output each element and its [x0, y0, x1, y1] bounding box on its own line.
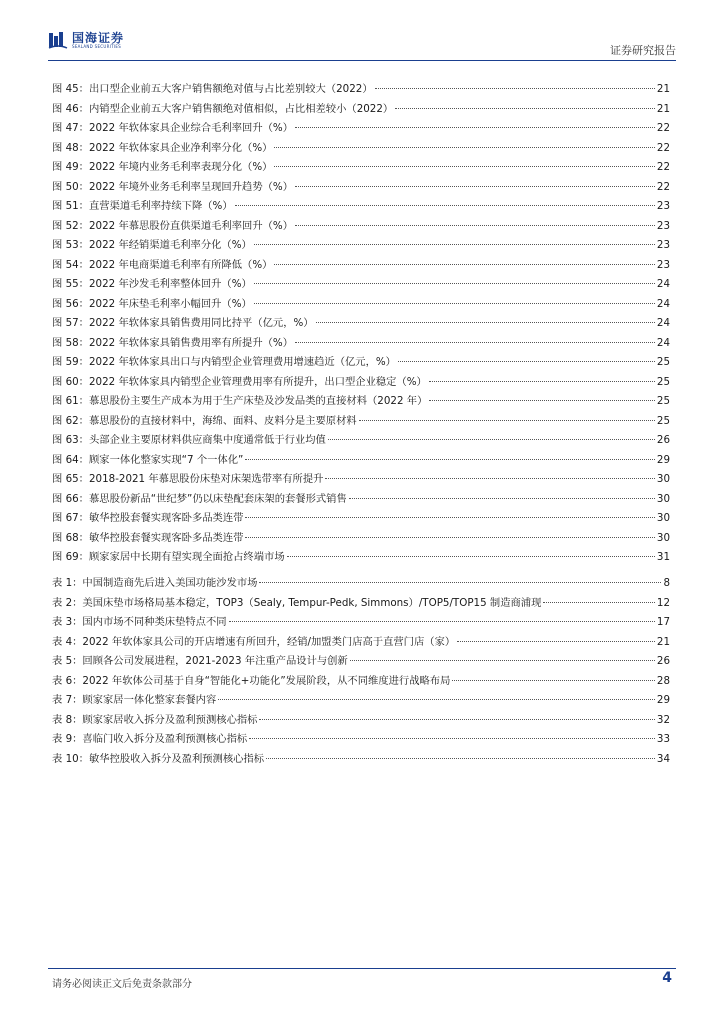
logo-english-name: SEALAND SECURITIES — [72, 43, 122, 49]
entry-label: 图 56： — [52, 297, 89, 310]
dot-leader — [452, 679, 654, 681]
entry-label: 表 8： — [52, 713, 83, 726]
table-index-entry[interactable] — [52, 750, 670, 770]
entry-label: 图 49： — [52, 161, 89, 173]
dot-leader — [254, 243, 655, 245]
dot-leader — [266, 757, 655, 759]
dot-leader — [245, 516, 654, 518]
entry-label: 图 60： — [52, 375, 89, 388]
entry-title: 顾家家居一体化整家套餐内容 — [82, 694, 217, 706]
entry-page-number: 22 — [656, 180, 670, 193]
entry-page-number: 12 — [656, 596, 670, 609]
entry-title: 2022 年沙发毛利率整体回升（%） — [88, 278, 252, 290]
figure-index-entry[interactable] — [52, 295, 670, 315]
entry-title: 顾家家居中长期有望实现全面抢占终端市场 — [88, 551, 285, 563]
entry-page-number: 24 — [656, 297, 670, 310]
footer-divider — [48, 968, 676, 969]
entry-label: 表 10： — [52, 752, 89, 765]
dot-leader — [395, 107, 655, 109]
entry-title: 顾家家居收入拆分及盈利预测核心指标 — [82, 713, 258, 726]
table-index-entry[interactable] — [52, 652, 670, 672]
entry-title: 直营渠道毛利率持续下降（%） — [88, 200, 233, 212]
report-type-label: 证券研究报告 — [610, 44, 676, 57]
figure-index-entry[interactable] — [52, 236, 670, 256]
dot-leader — [274, 263, 654, 265]
entry-page-number: 26 — [656, 434, 670, 446]
entry-title: 头部企业主要原材料供应商集中度通常低于行业均值 — [88, 434, 326, 446]
brand-logo — [48, 30, 124, 50]
entry-label: 表 5： — [52, 655, 83, 667]
entry-page-number: 23 — [656, 258, 670, 271]
figure-index-entry[interactable] — [52, 509, 670, 529]
figure-index-entry[interactable] — [52, 158, 670, 178]
entry-page-number: 24 — [656, 278, 670, 290]
logo-chinese-name: 国海证券 — [72, 30, 125, 45]
dot-leader — [245, 536, 654, 538]
dot-leader — [274, 146, 654, 148]
dot-leader — [457, 640, 655, 642]
entry-label: 表 7： — [52, 694, 83, 706]
entry-title: 2022 年电商渠道毛利率有所降低（%） — [88, 258, 273, 271]
dot-leader — [259, 581, 661, 583]
entry-label: 图 47： — [52, 122, 89, 134]
entry-label: 图 58： — [52, 336, 89, 349]
dot-leader — [398, 360, 655, 362]
entry-title: 顾家一体化整家实现“7 个一体化” — [88, 453, 244, 466]
entry-page-number: 23 — [656, 200, 670, 212]
entry-label: 图 63： — [52, 434, 89, 446]
table-index-entry[interactable] — [52, 691, 670, 711]
table-index-entry[interactable] — [52, 672, 670, 692]
entry-page-number: 24 — [656, 336, 670, 349]
figure-index-list — [52, 80, 670, 568]
dot-leader — [359, 419, 655, 421]
entry-label: 表 6： — [52, 674, 83, 687]
figure-index-entry[interactable] — [52, 490, 670, 510]
entry-title: 敏华控股收入拆分及盈利预测核心指标 — [88, 752, 265, 765]
entry-page-number: 25 — [656, 414, 670, 427]
dot-leader — [350, 659, 655, 661]
entry-title: 敏华控股套餐实现客卧多品类连带 — [88, 531, 244, 544]
entry-label: 图 68： — [52, 531, 89, 544]
figure-index-entry[interactable] — [52, 80, 670, 100]
entry-title: 2022 年软体家具销售费用同比持平（亿元，%） — [88, 317, 314, 329]
entry-label: 表 3： — [52, 616, 83, 628]
entry-page-number: 21 — [656, 83, 670, 95]
dot-leader — [295, 185, 655, 187]
dot-leader — [254, 282, 655, 284]
entry-page-number: 22 — [656, 161, 670, 173]
entry-title: 美国床垫市场格局基本稳定，TOP3（Sealy, Tempur-Pedk, Simmons）/TOP5/TOP15 制造商浦现 — [82, 596, 542, 609]
dot-leader — [229, 620, 655, 622]
entry-page-number: 30 — [656, 512, 670, 524]
dot-leader — [316, 321, 655, 323]
figure-index-entry[interactable] — [52, 334, 670, 354]
entry-label: 图 51： — [52, 200, 89, 212]
entry-label: 图 53： — [52, 239, 89, 251]
dot-leader — [245, 458, 655, 460]
entry-title: 喜临门收入拆分及盈利预测核心指标 — [82, 733, 248, 745]
entry-label: 图 52： — [52, 219, 89, 232]
entry-label: 图 48： — [52, 141, 89, 154]
table-index-entry[interactable] — [52, 730, 670, 750]
entry-page-number: 29 — [656, 694, 670, 706]
dot-leader — [287, 555, 655, 557]
dot-leader — [254, 302, 655, 304]
dot-leader — [295, 224, 655, 226]
entry-label: 表 1： — [52, 577, 83, 589]
entry-label: 图 65： — [52, 473, 89, 485]
dot-leader — [249, 737, 655, 739]
header-divider — [48, 60, 676, 61]
table-index-entry[interactable] — [52, 574, 670, 594]
figure-index-entry[interactable] — [52, 178, 670, 198]
entry-label: 图 55： — [52, 278, 89, 290]
entry-title: 出口型企业前五大客户销售额绝对值与占比差别较大（2022） — [88, 83, 373, 95]
entry-page-number: 8 — [663, 577, 670, 589]
entry-page-number: 17 — [656, 616, 670, 628]
entry-title: 慕思股份新品“世纪梦”仍以床垫配套床架的套餐形式销售 — [88, 492, 347, 505]
entry-page-number: 33 — [656, 733, 670, 745]
dot-leader — [325, 477, 654, 479]
table-index-entry[interactable] — [52, 633, 670, 653]
entry-title: 敏华控股套餐实现客卧多品类连带 — [88, 512, 244, 524]
entry-title: 2018-2021 年慕思股份床垫对床架选带率有所提升 — [88, 473, 324, 485]
entry-title: 2022 年软体家具企业综合毛利率回升（%） — [88, 122, 293, 134]
dot-leader — [429, 380, 655, 382]
entry-title: 2022 年软体家具企业净利率分化（%） — [88, 141, 273, 154]
dot-leader — [543, 601, 654, 603]
entry-title: 2022 年软体家具出口与内销型企业管理费用增速趋近（亿元，%） — [88, 356, 396, 368]
entry-label: 表 9： — [52, 733, 83, 745]
dot-leader — [235, 204, 655, 206]
page-header — [48, 30, 676, 60]
entry-title: 回顾各公司发展进程，2021-2023 年注重产品设计与创新 — [82, 655, 348, 667]
entry-label: 表 2： — [52, 596, 83, 609]
entry-label: 表 4： — [52, 635, 83, 648]
table-index-list — [52, 574, 670, 769]
entry-title: 2022 年境内业务毛利率表现分化（%） — [88, 161, 273, 173]
entry-page-number: 23 — [656, 219, 670, 232]
entry-title: 内销型企业前五大客户销售额绝对值相似，占比相差较小（2022） — [88, 102, 394, 115]
figure-index-entry[interactable] — [52, 139, 670, 159]
figure-index-entry[interactable] — [52, 275, 670, 295]
figure-index-entry[interactable] — [52, 217, 670, 237]
entry-page-number: 25 — [656, 375, 670, 388]
entry-page-number: 21 — [656, 102, 670, 115]
entry-title: 2022 年境外业务毛利率呈现回升趋势（%） — [88, 180, 293, 193]
entry-page-number: 25 — [656, 356, 670, 368]
entry-title: 国内市场不同种类床垫特点不同 — [82, 616, 227, 628]
entry-label: 图 46： — [52, 102, 89, 115]
figure-index-entry[interactable] — [52, 470, 670, 490]
entry-label: 图 45： — [52, 83, 89, 95]
entry-page-number: 34 — [656, 752, 670, 765]
entry-title: 2022 年软体公司基于自身“智能化+功能化”发展阶段，从不同维度进行战略布局 — [82, 674, 451, 687]
entry-title: 2022 年软体家具公司的开店增速有所回升，经销/加盟类门店高于直营门店（家） — [82, 635, 456, 648]
figure-index-entry[interactable] — [52, 197, 670, 217]
entry-label: 图 66： — [52, 492, 89, 505]
dot-leader — [295, 341, 655, 343]
entry-label: 图 67： — [52, 512, 89, 524]
entry-title: 2022 年床垫毛利率小幅回升（%） — [88, 297, 252, 310]
dot-leader — [295, 126, 655, 128]
entry-page-number: 25 — [656, 395, 670, 407]
figure-index-entry[interactable] — [52, 373, 670, 393]
page-number: 4 — [662, 970, 672, 986]
entry-page-number: 22 — [656, 141, 670, 154]
entry-title: 中国制造商先后进入美国功能沙发市场 — [82, 577, 258, 589]
entry-title: 2022 年慕思股份直供渠道毛利率回升（%） — [88, 219, 293, 232]
dot-leader — [274, 165, 654, 167]
figure-index-entry[interactable] — [52, 529, 670, 549]
dot-leader — [259, 718, 654, 720]
figure-index-entry[interactable] — [52, 392, 670, 412]
entry-page-number: 30 — [656, 473, 670, 485]
dot-leader — [429, 399, 655, 401]
entry-page-number: 22 — [656, 122, 670, 134]
figure-index-entry[interactable] — [52, 451, 670, 471]
entry-page-number: 21 — [656, 635, 670, 648]
entry-label: 图 59： — [52, 356, 89, 368]
entry-label: 图 57： — [52, 317, 89, 329]
entry-label: 图 61： — [52, 395, 89, 407]
dot-leader — [218, 698, 655, 700]
figure-index-entry[interactable] — [52, 119, 670, 139]
entry-page-number: 23 — [656, 239, 670, 251]
entry-title: 慕思股份的直接材料中，海绵、面料、皮料分是主要原材料 — [88, 414, 357, 427]
figure-index-entry[interactable] — [52, 353, 670, 373]
entry-title: 慕思股份主要生产成本为用于生产床垫及沙发品类的直接材料（2022 年） — [88, 395, 428, 407]
entry-page-number: 31 — [656, 551, 670, 563]
entry-page-number: 32 — [656, 713, 670, 726]
table-index-entry[interactable] — [52, 613, 670, 633]
entry-label: 图 64： — [52, 453, 89, 466]
entry-title: 2022 年软体家具内销型企业管理费用率有所提升，出口型企业稳定（%） — [88, 375, 427, 388]
figure-index-entry[interactable] — [52, 314, 670, 334]
figure-index-entry[interactable] — [52, 548, 670, 568]
entry-label: 图 69： — [52, 551, 89, 563]
entry-page-number: 24 — [656, 317, 670, 329]
table-index-entry[interactable] — [52, 594, 670, 614]
entry-label: 图 54： — [52, 258, 89, 271]
dot-leader — [349, 497, 655, 499]
entry-label: 图 50： — [52, 180, 89, 193]
dot-leader — [328, 438, 655, 440]
dot-leader — [375, 87, 655, 89]
footer-disclaimer: 请务必阅读正文后免责条款部分 — [52, 979, 192, 990]
entry-page-number: 30 — [656, 531, 670, 544]
figure-index-entry[interactable] — [52, 256, 670, 276]
figure-index-entry[interactable] — [52, 412, 670, 432]
figure-index-entry[interactable] — [52, 100, 670, 120]
table-index-entry[interactable] — [52, 711, 670, 731]
entry-label: 图 62： — [52, 414, 89, 427]
entry-page-number: 29 — [656, 453, 670, 466]
sealand-logo-icon — [48, 30, 68, 50]
entry-title: 2022 年软体家具销售费用率有所提升（%） — [88, 336, 293, 349]
entry-page-number: 28 — [656, 674, 670, 687]
entry-page-number: 30 — [656, 492, 670, 505]
figure-index-entry[interactable] — [52, 431, 670, 451]
entry-page-number: 26 — [656, 655, 670, 667]
entry-title: 2022 年经销渠道毛利率分化（%） — [88, 239, 252, 251]
